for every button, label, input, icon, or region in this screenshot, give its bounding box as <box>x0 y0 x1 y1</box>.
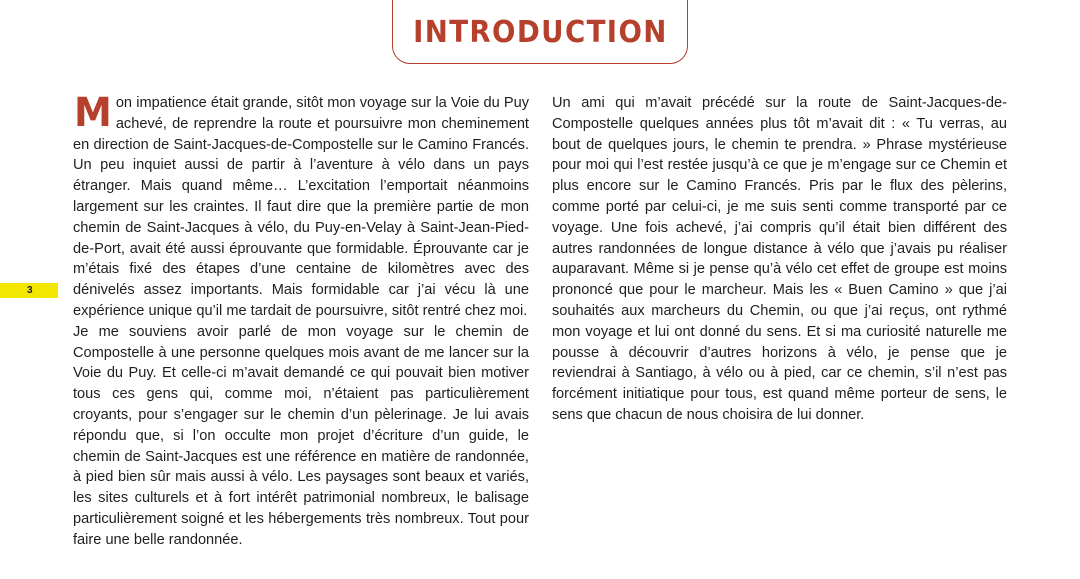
paragraph-friend: Un ami qui m’avait précédé sur la route de Saint-Jacques-de-Compostelle quelques années plus tôt m’avait dit : « Tu verras, au bout de quelques jours, le chemin te prendra. » Phrase mystérieuse pour moi qui l’est restée jusqu’à ce que je m’engage sur ce Chemin et plus encore sur le Camino Francés. Pris par le flux des pèlerins, comme porté par celui-ci, je me suis senti comme transporté par ce voyage. Une fois achevé, j’ai compris qu’il était bien différent des autres randonnées de longue distance à vélo que j’avais pu réaliser auparavant. Même si je pense qu’à vélo cet effet de groupe est moins prononcé que pour le marcheur. Mais les « Buen Camino » que j’ai souhaités aux marcheurs du Chemin, ou que j’ai reçus, ont rythmé mon voyage et lui ont donné du sens. Et si ma curiosité naturelle me pousse à découvrir d’autres horizons à vélo, je pense que je reviendrai à Santiago, à vélo ou à pied, car ce chemin, s’il n’est pas forcément initiatique pour tous, est quand même porteur de sens, le sens que chacun de nous choisira de lui donner. <box>552 95 1007 423</box>
right-column <box>552 93 1007 426</box>
page-number: 3 <box>0 283 58 298</box>
dropcap: M <box>73 90 112 136</box>
paragraph-memory: Je me souviens avoir parlé de mon voyage sur le chemin de Compostelle à une personne quelques mois avant de me lancer sur la Voie du Puy. Et celle-ci m’avait demandé ce qui pouvait bien motiver tous ces gens qui, comme moi, n’étaient pas particulièrement croyants, pour s’engager sur le chemin d’un pèlerinage. Je lui avais répondu que, si l’on occulte mon projet d’écriture d’un guide, le chemin de Saint-Jacques est une référence en matière de randonnée, à pied bien sûr mais aussi à vélo. Les paysages sont beaux et variés, les sites culturels et à fort intérêt patrimonial nombreux, le balisage particulièrement soigné et les hébergements très nombreux. Tout pour faire une belle randonnée. <box>73 323 529 548</box>
left-column <box>73 90 529 551</box>
page-title: INTRODUCTION <box>412 14 668 50</box>
paragraph-intro-text: on impatience était grande, sitôt mon voyage sur la Voie du Puy achevé, de reprendre la route et poursuivre mon cheminement en direction de Saint-Jacques-de-Compostelle sur le Camino Francés. Un peu inquiet aussi de partir à l’aventure à vélo dans un pays étranger. Mais quand même… L’excitation l’emportait néanmoins largement sur les craintes. Il faut dire que la première partie de mon chemin de Saint-Jacques à vélo, du Puy-en-Velay à Saint-Jean-Pied-de-Port, avait été aussi éprouvante que formidable. Éprouvante car je m’étais fixé des étapes d’une centaine de kilomètres avec des dénivelés assez importants. Mais formidable car j’ai vécu là une expérience unique qu’il me tardait de poursuivre, sitôt rentré chez moi. <box>73 95 529 319</box>
paragraph-intro <box>73 90 529 322</box>
title-box <box>392 0 688 64</box>
